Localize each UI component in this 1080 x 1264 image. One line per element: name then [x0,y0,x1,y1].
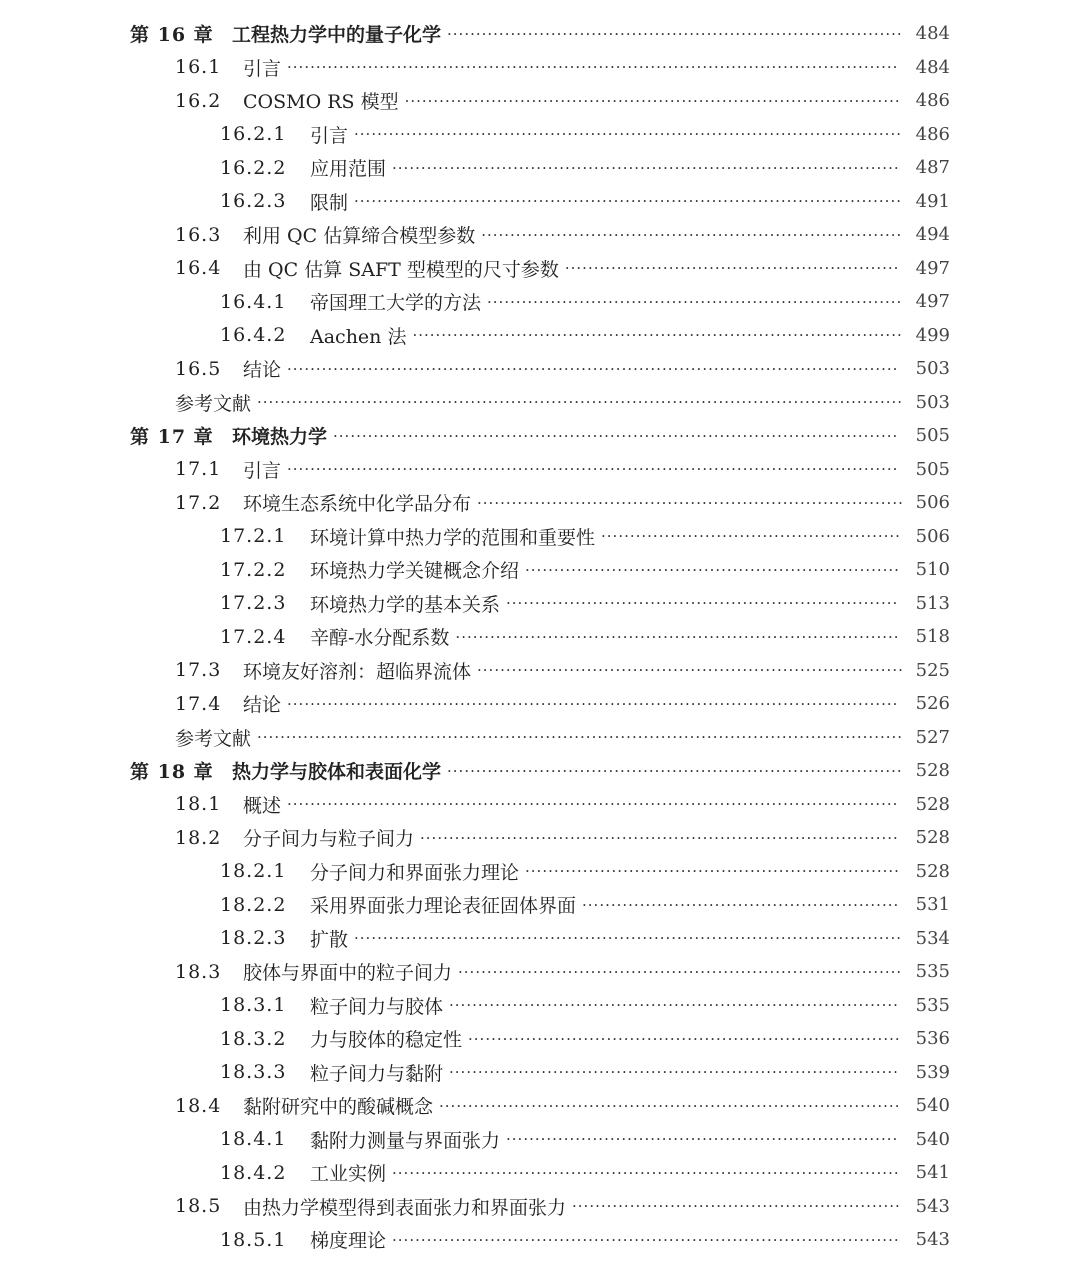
entry-page-number: 484 [915,23,950,45]
entry-number: 16.4 [175,257,222,280]
entry-title: 工程热力学中的量子化学 [232,24,442,47]
entry-page-number: 539 [915,1061,950,1083]
dot-leader: ··············································································· [447,761,903,780]
entry-page-number: 505 [915,425,950,447]
entry-page-number: 497 [915,257,950,279]
entry-title: Aachen 法 [310,325,407,348]
dot-leader: ············································································· [458,962,903,981]
toc-subsection-entry [0,1022,1080,1056]
entry-number: 18.2.3 [220,927,287,950]
entry-page-number: 540 [915,1095,950,1117]
toc-section-entry [0,84,1080,118]
toc-subsection-entry [0,1123,1080,1157]
entry-title: 分子间力与粒子间力 [243,828,415,851]
toc-section-entry [0,788,1080,822]
dot-leader: ········································································ [487,292,903,311]
entry-page-number: 528 [915,760,950,782]
entry-number: 16.2.2 [220,156,287,179]
entry-title: 黏附力测量与界面张力 [310,1129,501,1152]
dot-leader: ······························································································· [354,192,902,211]
entry-page-number: 528 [915,860,950,882]
entry-page-number: 528 [915,793,950,815]
entry-number: 18.4.2 [220,1161,287,1184]
entry-title: 参考文献 [175,392,252,415]
toc-subsection-entry [0,620,1080,654]
entry-number: 17.2.2 [220,558,287,581]
entry-number: 17.2.4 [220,625,287,648]
toc-subsection-entry [0,922,1080,956]
entry-title: 环境生态系统中化学品分布 [243,493,472,516]
dot-leader: ································································· [525,560,900,579]
entry-number: 16.5 [175,357,222,380]
toc-subsection-entry [0,118,1080,152]
entry-title: 参考文献 [175,727,252,750]
toc-subsection-entry [0,1223,1080,1257]
toc-section-entry [0,654,1080,688]
toc-section-entry [0,687,1080,721]
entry-number: 18.1 [175,793,222,816]
entry-page-number: 497 [915,291,950,313]
dot-leader: ·········································································································· [287,460,899,479]
entry-number: 16.2.1 [220,123,287,146]
toc-section-entry [0,1190,1080,1224]
entry-page-number: 540 [915,1128,950,1150]
entry-page-number: 491 [915,190,950,212]
toc-subsection-entry [0,185,1080,219]
entry-number: 18.5.1 [220,1228,287,1251]
dot-leader: ·············································································· [449,1063,899,1082]
entry-number: 第 18 章 [130,761,214,784]
entry-page-number: 525 [915,659,950,681]
entry-title: 扩散 [310,928,349,951]
entry-page-number: 487 [915,157,950,179]
dot-leader: ················································································································ [257,728,904,747]
entry-title: 引言 [243,459,282,482]
entry-page-number: 518 [915,626,950,648]
entry-page-number: 528 [915,827,950,849]
dot-leader: ································································· [525,862,900,881]
toc-section-entry [0,252,1080,286]
entry-page-number: 486 [915,90,950,112]
toc-subsection-entry [0,888,1080,922]
dot-leader: ···················································· [601,527,901,546]
entry-page-number: 506 [915,525,950,547]
entry-number: 17.1 [175,458,222,481]
toc-subsection-entry [0,855,1080,889]
toc-subsection-entry [0,1056,1080,1090]
entry-number: 18.3.1 [220,994,287,1017]
entry-number: 18.2.1 [220,860,287,883]
entry-title: COSMO RS 模型 [243,91,399,114]
entry-page-number: 526 [915,693,950,715]
entry-title: 胶体与界面中的粒子间力 [243,962,453,985]
toc-section-entry [0,721,1080,755]
dot-leader: ·········································································································· [287,694,899,713]
toc-section-entry [0,486,1080,520]
toc-section-entry [0,352,1080,386]
entry-number: 16.2 [175,89,222,112]
entry-number: 18.2.2 [220,893,287,916]
entry-number: 16.3 [175,223,222,246]
dot-leader: ························································································ [392,1230,900,1249]
entry-page-number: 513 [915,592,950,614]
entry-page-number: 543 [915,1229,950,1251]
dot-leader: ················································································ [439,1096,901,1115]
entry-title: 引言 [243,57,282,80]
dot-leader: ························································· [572,1197,901,1216]
dot-leader: ·········································································································· [287,795,899,814]
entry-number: 16.2.3 [220,190,287,213]
entry-title: 概述 [243,794,282,817]
entry-number: 第 17 章 [130,426,214,449]
entry-title: 帝国理工大学的方法 [310,292,482,315]
dot-leader: ···································································· [506,1130,899,1149]
entry-title: 环境热力学的基本关系 [310,593,501,616]
entry-title: 力与胶体的稳定性 [310,1029,463,1052]
entry-number: 17.2.1 [220,525,287,548]
entry-title: 粒子间力与胶体 [310,995,444,1018]
toc-chapter-entry [0,17,1080,51]
entry-number: 16.1 [175,56,222,79]
entry-number: 17.2 [175,491,222,514]
entry-title: 热力学与胶体和表面化学 [232,761,442,784]
toc-subsection-entry [0,285,1080,319]
entry-number: 17.4 [175,692,222,715]
toc-subsection-entry [0,587,1080,621]
toc-subsection-entry [0,151,1080,185]
entry-title: 分子间力和界面张力理论 [310,861,520,884]
dot-leader: ······························································································· [354,929,902,948]
entry-page-number: 486 [915,123,950,145]
dot-leader: ······················································································ [404,91,901,110]
entry-title: 采用界面张力理论表征固体界面 [310,895,577,918]
entry-number: 18.3.3 [220,1061,287,1084]
entry-page-number: 494 [915,224,950,246]
toc-section-entry [0,218,1080,252]
dot-leader: ·········································································································· [287,58,899,77]
dot-leader: ·········································································· [477,493,904,512]
entry-title: 由热力学模型得到表面张力和界面张力 [243,1196,567,1219]
entry-number: 16.4.2 [220,324,287,347]
entry-number: 18.3.2 [220,1027,287,1050]
entry-page-number: 534 [915,927,950,949]
entry-page-number: 527 [915,726,950,748]
entry-page-number: 543 [915,1195,950,1217]
dot-leader: ······················································· [582,895,900,914]
table-of-contents [0,17,1080,1257]
entry-title: 环境友好溶剂：超临界流体 [243,660,472,683]
toc-subsection-entry [0,319,1080,353]
dot-leader: ·························································· [564,259,900,278]
entry-number: 18.2 [175,826,222,849]
dot-leader: ······························································································· [354,125,902,144]
dot-leader: ···································································· [506,594,899,613]
entry-title: 由 QC 估算 SAFT 型模型的尺寸参数 [243,258,559,281]
toc-section-entry [0,821,1080,855]
entry-page-number: 531 [915,894,950,916]
dot-leader: ················································································································ [257,393,904,412]
toc-subsection-entry [0,520,1080,554]
entry-page-number: 503 [915,358,950,380]
entry-title: 辛醇-水分配系数 [310,627,450,650]
entry-number: 18.4 [175,1094,222,1117]
toc-section-entry [0,1089,1080,1123]
entry-title: 结论 [243,359,282,382]
dot-leader: ·········································································································· [287,359,899,378]
dot-leader: ························································································ [392,158,900,177]
entry-page-number: 535 [915,961,950,983]
entry-title: 环境计算中热力学的范围和重要性 [310,526,596,549]
entry-title: 黏附研究中的酸碱概念 [243,1096,434,1119]
entry-page-number: 506 [915,492,950,514]
entry-page-number: 510 [915,559,950,581]
dot-leader: ·············································································· [449,996,899,1015]
toc-subsection-entry [0,553,1080,587]
entry-title: 梯度理论 [310,1230,387,1253]
entry-title: 限制 [310,191,349,214]
entry-title: 引言 [310,124,349,147]
entry-title: 环境热力学 [232,426,328,449]
toc-section-entry [0,51,1080,85]
entry-number: 17.3 [175,659,222,682]
dot-leader: ··············································································· [447,24,903,43]
toc-section-entry [0,453,1080,487]
dot-leader: ··········································································· [468,1029,901,1048]
entry-page-number: 505 [915,458,950,480]
entry-page-number: 536 [915,1028,950,1050]
entry-number: 18.5 [175,1195,222,1218]
entry-title: 环境热力学关键概念介绍 [310,560,520,583]
toc-chapter-entry [0,419,1080,453]
dot-leader: ·································································································· [333,426,899,445]
entry-number: 18.3 [175,960,222,983]
entry-page-number: 541 [915,1162,950,1184]
entry-title: 工业实例 [310,1163,387,1186]
toc-section-entry [0,955,1080,989]
entry-number: 16.4.1 [220,290,287,313]
entry-page-number: 499 [915,324,950,346]
dot-leader: ····················································································· [412,326,903,345]
entry-title: 结论 [243,694,282,717]
entry-page-number: 535 [915,994,950,1016]
dot-leader: ············································································· [455,627,900,646]
dot-leader: ··················································································· [420,828,899,847]
entry-title: 应用范围 [310,158,387,181]
entry-page-number: 503 [915,391,950,413]
toc-subsection-entry [0,989,1080,1023]
entry-page-number: 484 [915,56,950,78]
entry-number: 17.2.3 [220,592,287,615]
entry-number: 18.4.1 [220,1128,287,1151]
entry-number: 第 16 章 [130,24,214,47]
dot-leader: ························································································ [392,1163,900,1182]
toc-subsection-entry [0,1156,1080,1190]
entry-title: 粒子间力与黏附 [310,1062,444,1085]
dot-leader: ·········································································· [477,661,904,680]
toc-section-entry [0,386,1080,420]
entry-title: 利用 QC 估算缔合模型参数 [243,225,476,248]
toc-chapter-entry [0,754,1080,788]
dot-leader: ········································································· [481,225,903,244]
